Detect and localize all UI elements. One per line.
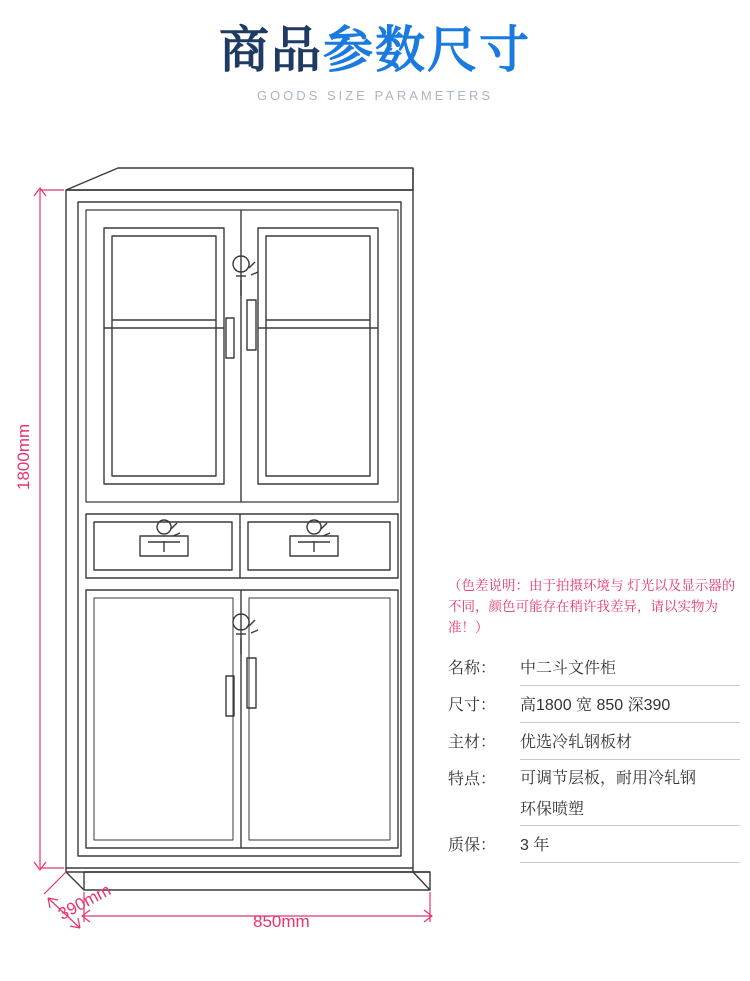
page-header [0, 0, 750, 130]
spec-row-material [448, 726, 740, 760]
cabinet-diagram [0, 150, 460, 950]
page-title-part-2: 参数尺寸 [323, 22, 531, 78]
spec-key-warranty: 质保： [448, 837, 497, 854]
page-subtitle: GOODS SIZE PARAMETERS [256, 88, 494, 103]
page-title-part-1: 商品 [219, 22, 323, 78]
spec-value-name: 中二斗文件柜 [520, 660, 617, 677]
dimension-width-label: 850mm [253, 912, 310, 931]
spec-key-name: 名称： [448, 660, 497, 677]
spec-key-material: 主材： [448, 734, 497, 751]
spec-key-features: 特点： [448, 771, 497, 788]
spec-key-size: 尺寸： [448, 697, 497, 714]
spec-value-features-line1: 可调节层板，耐用冷轧钢 [520, 770, 697, 787]
spec-value-material: 优选冷轧钢板材 [520, 734, 633, 751]
spec-value-features-line2: 环保喷塑 [520, 801, 585, 818]
spec-row-features [448, 763, 740, 826]
page-title [0, 20, 750, 80]
dimension-height-label: 1800mm [14, 423, 33, 490]
spec-row-name [448, 652, 740, 686]
spec-value-warranty: 3 年 [520, 837, 550, 854]
spec-panel [448, 575, 740, 866]
spec-value-size: 高1800 宽 850 深390 [520, 697, 671, 714]
spec-row-warranty [448, 829, 740, 863]
dimension-depth-label: 390mm [55, 880, 114, 924]
spec-row-size [448, 689, 740, 723]
color-difference-note: （色差说明：由于拍摄环境与 灯光以及显示器的不同，颜色可能存在稍许我差异，请以实物为准！） [448, 578, 736, 635]
